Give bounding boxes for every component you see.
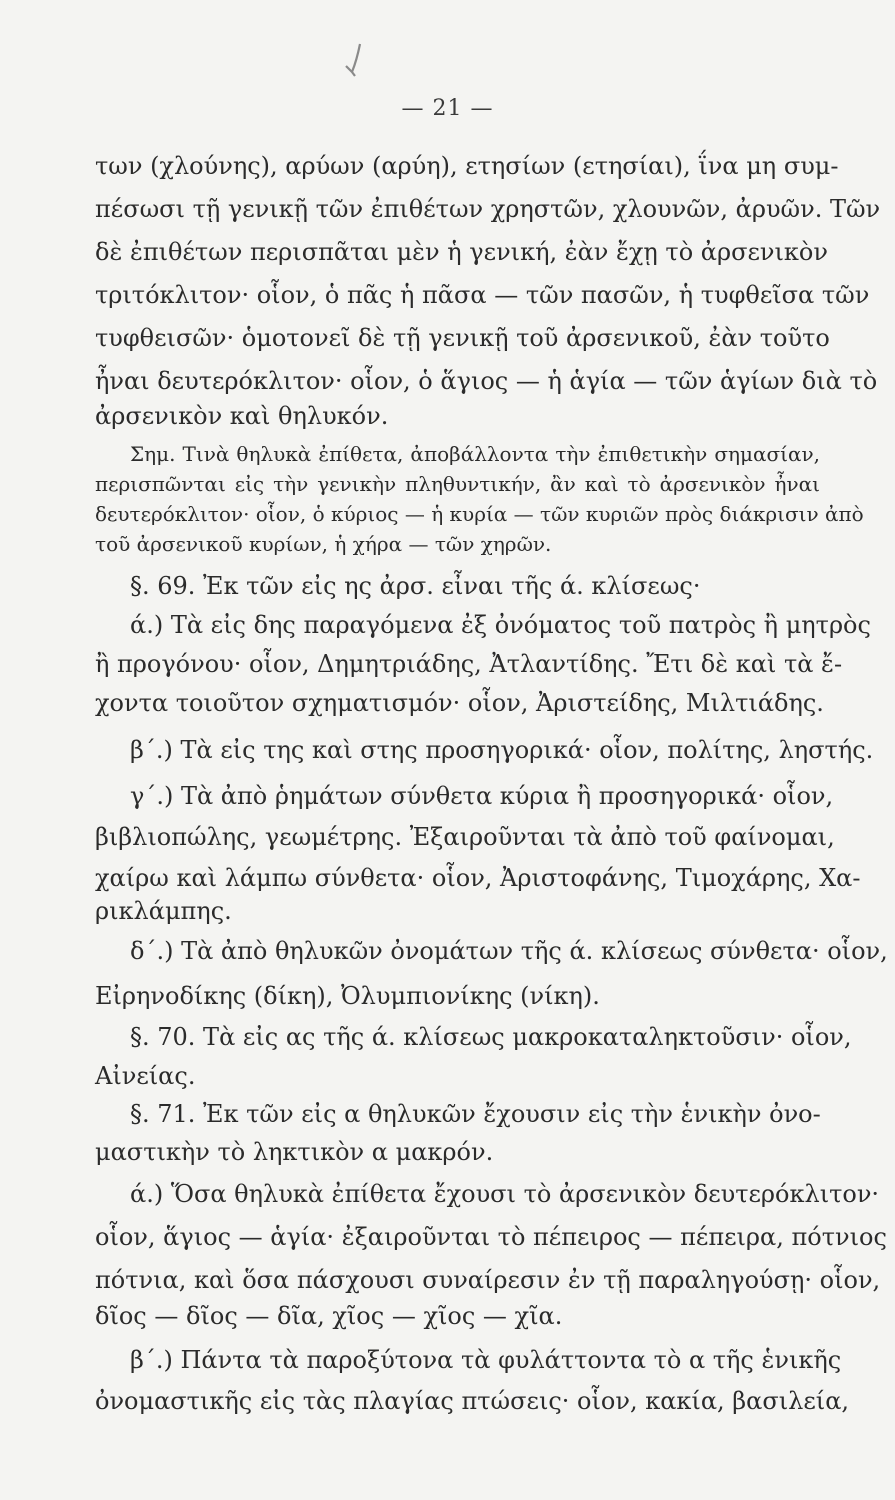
text-line: ἀρσενικὸν καὶ θηλυκόν. [95, 402, 389, 430]
text-line: τριτόκλιτον· οἷον, ὁ πᾶς ἡ πᾶσα — τῶν πασῶν, ἡ τυφθεῖσα τῶν [95, 281, 870, 309]
text-line: χαίρω καὶ λάμπω σύνθετα· οἷον, Ἀριστοφάνης, Τιμοχάρης, Χα- [95, 864, 861, 892]
section-heading: §. 69. Ἐκ τῶν εἰς ης ἀρσ. εἶναι τῆς ά. κλίσεως· [130, 572, 701, 600]
text-line: ὀνομαστικῆς εἰς τὰς πλαγίας πτώσεις· οἷον, κακία, βασιλεία, [95, 1387, 850, 1415]
text-line: β΄.) Τὰ εἰς της καὶ στης προσηγορικά· οἷον, πολίτης, ληστής. [130, 736, 874, 764]
section-heading: §. 71. Ἐκ τῶν εἰς α θηλυκῶν ἔχουσιν εἰς τὴν ἑνικὴν ὀνο- [130, 1100, 821, 1128]
note-line: περισπῶνται εἰς τὴν γενικὴν πληθυντικήν, ἂν καὶ τὸ ἀρσενικὸν ἦναι [95, 472, 820, 496]
text-line: ἢ προγόνου· οἷον, Δημητριάδης, Ἀτλαντίδης. Ἔτι δὲ καὶ τὰ ἔ- [95, 650, 843, 678]
text-line: βιβλιοπώλης, γεωμέτρης. Ἐξαιροῦνται τὰ ἀπὸ τοῦ φαίνομαι, [95, 823, 835, 851]
text-line: ά.) Τὰ εἰς δης παραγόμενα ἐξ ὀνόματος τοῦ πατρὸς ἢ μητρὸς [130, 611, 871, 639]
text-line: δὲ ἐπιθέτων περισπᾶται μὲν ἡ γενική, ἐὰν ἔχῃ τὸ ἀρσενικὸν [95, 238, 828, 266]
ink-mark [338, 42, 368, 78]
text-line: β΄.) Πάντα τὰ παροξύτονα τὰ φυλάττοντα τὸ α τῆς ἑνικῆς [130, 1346, 842, 1374]
text-line: δ΄.) Τὰ ἀπὸ θηλυκῶν ὀνομάτων τῆς ά. κλίσεως σύνθετα· οἷον, [130, 937, 888, 965]
text-line: ά.) Ὅσα θηλυκὰ ἐπίθετα ἔχουσι τὸ ἀρσενικὸν δευτερόκλιτον· [130, 1180, 880, 1208]
text-line: ἦναι δευτερόκλιτον· οἷον, ὁ ἅγιος — ἡ ἁγία — τῶν ἁγίων διὰ τὸ [95, 367, 878, 395]
text-line: γ΄.) Τὰ ἀπὸ ῥημάτων σύνθετα κύρια ἢ προσηγορικά· οἷον, [130, 782, 834, 810]
text-line: Αἰνείας. [95, 1062, 196, 1090]
text-line: μαστικὴν τὸ ληκτικὸν α μακρόν. [95, 1138, 494, 1166]
text-line: οἷον, ἅγιος — ἁγία· ἐξαιροῦνται τὸ πέπειρος — πέπειρα, πότνιος [95, 1223, 887, 1251]
note-line: δευτερόκλιτον· οἷον, ὁ κύριος — ἡ κυρία — τῶν κυριῶν πρὸς διάκρισιν ἀπὸ [95, 502, 864, 526]
section-heading: §. 70. Τὰ εἰς ας τῆς ά. κλίσεως μακροκαταληκτοῦσιν· οἷον, [130, 1023, 852, 1051]
text-line: των (χλούνης), αρύων (αρύη), ετησίων (ετησίαι), ΐνα μη συμ- [95, 152, 839, 180]
text-line: ρικλάμπης. [95, 897, 232, 925]
text-line: πέσωσι τῇ γενικῇ τῶν ἐπιθέτων χρηστῶν, χλουνῶν, ἀρυῶν. Τῶν [95, 195, 881, 223]
text-line: πότνια, καὶ ὅσα πάσχουσι συναίρεσιν ἐν τῇ παραληγούσῃ· οἷον, [95, 1266, 881, 1294]
text-line: τυφθεισῶν· ὁμοτονεῖ δὲ τῇ γενικῇ τοῦ ἀρσενικοῦ, ἐὰν τοῦτο [95, 324, 830, 352]
note-line: Σημ. Τινὰ θηλυκὰ ἐπίθετα, ἀποβάλλοντα τὴν ἐπιθετικὴν σημασίαν, [130, 442, 820, 466]
text-line: Εἰρηνοδίκης (δίκη), Ὀλυμπιονίκης (νίκη). [95, 982, 600, 1010]
page-number: — 21 — [401, 96, 494, 121]
text-line: δῖος — δῖος — δῖα, χῖος — χῖος — χῖα. [95, 1302, 563, 1330]
text-line: χοντα τοιοῦτον σχηματισμόν· οἷον, Ἀριστείδης, Μιλτιάδης. [95, 689, 824, 717]
note-line: τοῦ ἀρσενικοῦ κυρίων, ἡ χήρα — τῶν χηρῶν. [95, 532, 552, 556]
